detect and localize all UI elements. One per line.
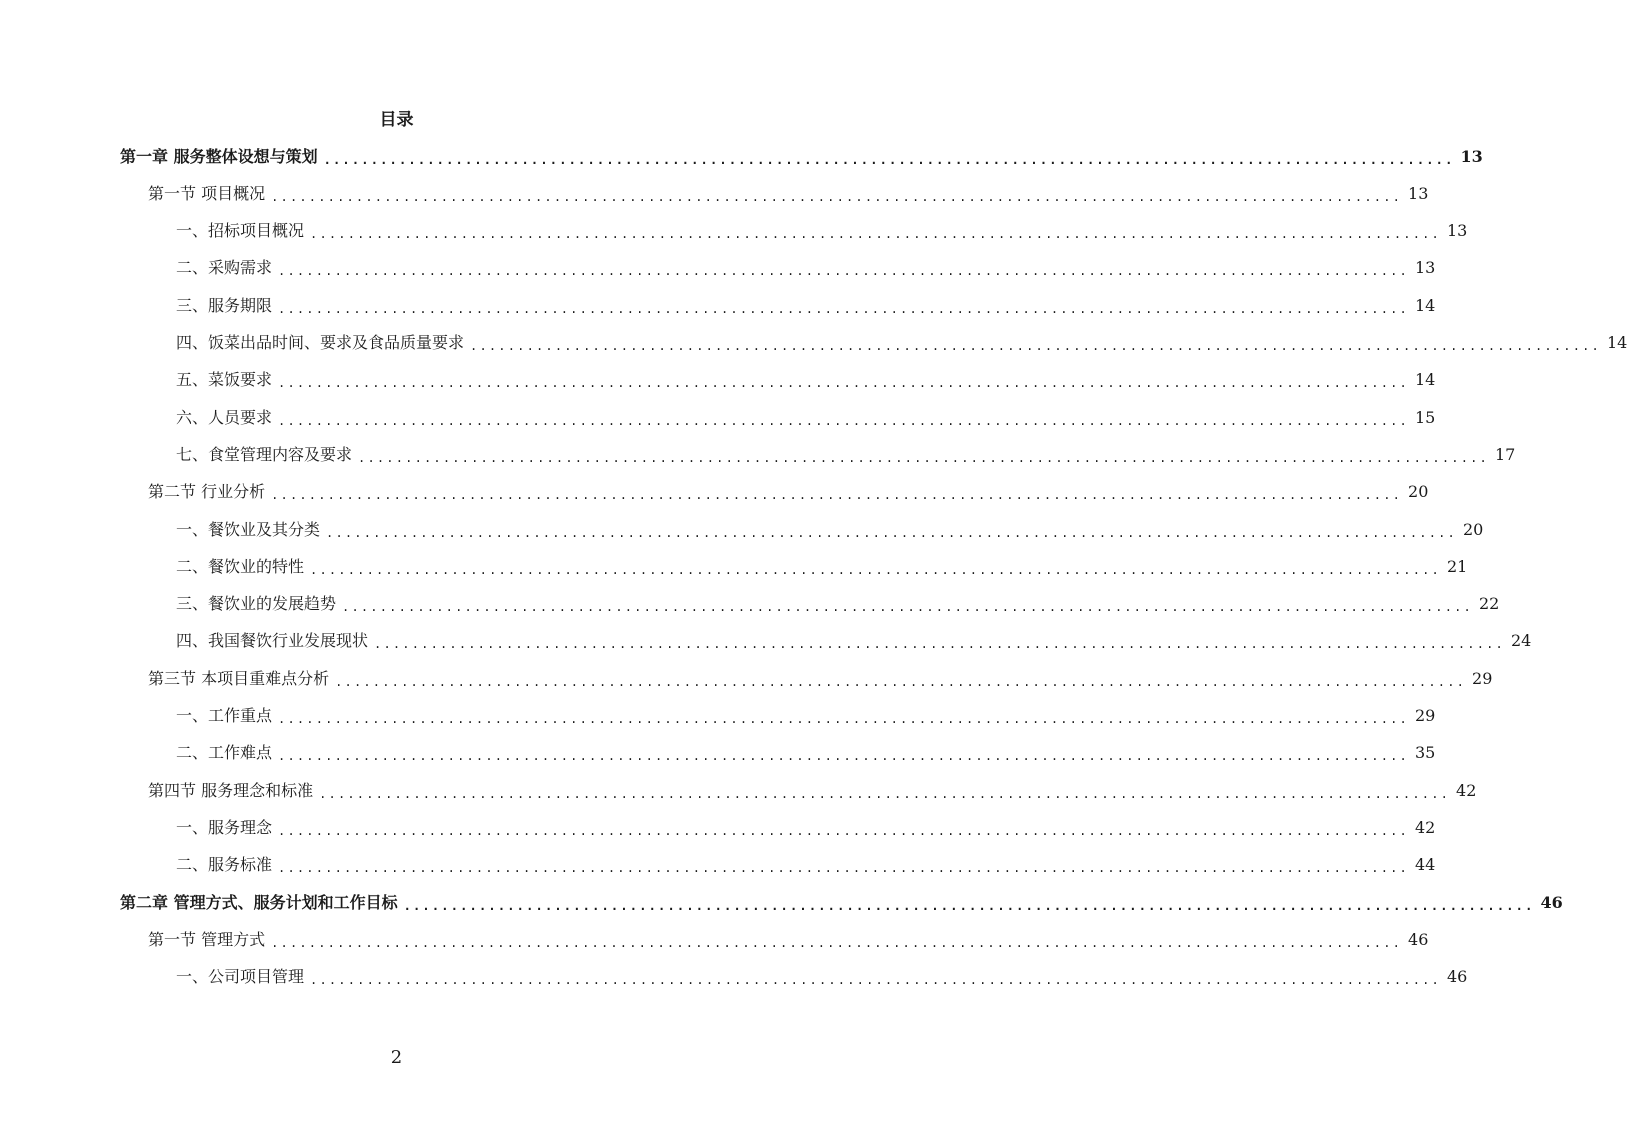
toc-entry-page: 13 [1446,221,1468,241]
toc-entry-page: 14 [1414,295,1436,315]
toc-entry-page: 24 [1510,631,1532,651]
toc-entry-page: 29 [1472,668,1493,688]
toc-entry-label: 三、服务期限 [176,295,273,315]
toc-entry-label: 第三节 本项目重难点分析 [148,668,330,688]
toc-entry-label: 一、餐饮业及其分类 [176,519,321,539]
toc-entry-label: 七、食堂管理内容及要求 [176,444,353,464]
toc-entry-page: 14 [1414,370,1436,390]
toc-entry-page: 46 [1446,967,1468,987]
toc-leader-dots: ........................................................................................................................ [470,339,1601,353]
toc-entry-page: 13 [1408,183,1429,203]
toc-entry[interactable] [148,921,1429,958]
toc-entry[interactable] [176,809,1436,846]
toc-entry-label: 一、招标项目概况 [176,221,305,241]
toc-entry[interactable] [176,325,1627,362]
toc-leader-dots: ........................................................................................................................ [278,376,1409,391]
toc-entry[interactable] [176,548,1468,585]
toc-entry-label: 一、公司项目管理 [176,967,305,987]
toc-leader-dots: ........................................................................................................................ [278,861,1409,876]
toc-title: 目录 [379,110,414,130]
toc-entry[interactable] [148,474,1429,511]
toc-leader-dots: ........................................................................................................................ [278,301,1409,316]
toc-entry[interactable] [176,735,1436,772]
toc-entry[interactable] [176,250,1436,287]
toc-entry-label: 三、餐饮业的发展趋势 [176,594,337,614]
toc-entry-page: 29 [1414,706,1436,725]
toc-entry[interactable] [148,772,1477,809]
toc-entry-label: 第四节 服务理念和标准 [148,780,314,800]
toc-entry-page: 20 [1462,519,1484,539]
toc-leader-dots: ........................................................................................................................ [358,450,1489,465]
toc-entry-page: 42 [1456,780,1477,800]
toc-entry-label: 二、采购需求 [176,258,273,278]
toc-leader-dots: ........................................................................................................................ [271,488,1403,503]
toc-entry-page: 21 [1446,556,1468,576]
page-number: 2 [390,1047,403,1068]
toc-entry-label: 四、我国餐饮行业发展现状 [176,631,369,651]
toc-leader-dots: ........................................................................................................................ [335,674,1467,689]
toc-entry-label: 六、人员要求 [176,407,273,427]
toc-entry[interactable] [176,586,1500,623]
toc-entry-label: 二、工作难点 [176,743,273,763]
toc-entry-label: 一、工作重点 [176,706,273,725]
toc-leader-dots: ........................................................................................................................ [323,152,1455,167]
toc-entry-page: 20 [1408,482,1429,502]
toc-entry-label: 四、饭菜出品时间、要求及食品质量要求 [176,333,465,352]
toc-entry-label: 五、菜饭要求 [176,370,273,390]
toc-entry[interactable] [176,623,1532,660]
toc-entry-page: 13 [1460,146,1483,166]
toc-entry-label: 第二节 行业分析 [148,482,266,502]
toc-entry-page: 46 [1408,929,1429,949]
toc-entry[interactable] [176,698,1436,735]
toc-entry-page: 35 [1414,743,1436,763]
toc-entry[interactable] [176,436,1516,473]
toc-entry[interactable] [176,362,1436,399]
toc-leader-dots: ........................................................................................................................ [310,562,1441,577]
toc-leader-dots: ........................................................................................................................ [278,749,1409,764]
toc-entry-page: 44 [1414,855,1436,875]
toc-entry[interactable] [176,287,1436,324]
toc-entry-label: 一、服务理念 [176,817,273,837]
toc-entry-page: 13 [1414,258,1436,278]
toc-entry-page: 46 [1540,892,1563,912]
toc-entry-label: 二、餐饮业的特性 [176,556,305,576]
toc-leader-dots: ........................................................................................................................ [271,935,1403,950]
toc-entry[interactable] [176,213,1468,250]
toc-leader-dots: ........................................................................................................................ [342,600,1473,615]
toc-entry[interactable] [176,847,1436,884]
toc-entry-label: 第一节 项目概况 [148,183,266,203]
toc-leader-dots: ........................................................................................................................ [326,525,1457,540]
toc-entry-label: 第二章 管理方式、服务计划和工作目标 [120,892,398,912]
toc-leader-dots: ........................................................................................................................ [278,823,1409,838]
toc-entry[interactable] [120,884,1563,921]
toc-entry[interactable] [148,660,1493,697]
toc-entry[interactable] [176,959,1468,996]
toc-entry[interactable] [176,511,1484,548]
toc-leader-dots: ........................................................................................................................ [310,227,1441,242]
toc-entry-page: 17 [1494,444,1516,464]
toc-entry-label: 二、服务标准 [176,855,273,875]
toc-entry-label: 第一节 管理方式 [148,929,266,949]
toc-leader-dots: ........................................................................................................................ [271,189,1403,204]
toc-entry[interactable] [148,175,1429,212]
toc-leader-dots: ........................................................................................................................ [278,413,1409,428]
toc-entry-page: 22 [1478,594,1500,614]
toc-leader-dots: ........................................................................................................................ [278,264,1409,279]
toc-leader-dots: ........................................................................................................................ [310,973,1441,988]
toc-entry-page: 42 [1414,817,1436,837]
toc-leader-dots: ........................................................................................................................ [319,786,1451,801]
toc-leader-dots: ........................................................................................................................ [403,898,1535,913]
toc-entry-label: 第一章 服务整体设想与策划 [120,146,318,166]
toc-leader-dots: ........................................................................................................................ [374,637,1505,652]
toc-entry[interactable] [120,138,1483,175]
toc-entry-page: 14 [1606,333,1627,352]
toc-entry-page: 15 [1414,407,1436,427]
toc-entry[interactable] [176,399,1436,436]
toc-leader-dots: ........................................................................................................................ [278,712,1409,726]
